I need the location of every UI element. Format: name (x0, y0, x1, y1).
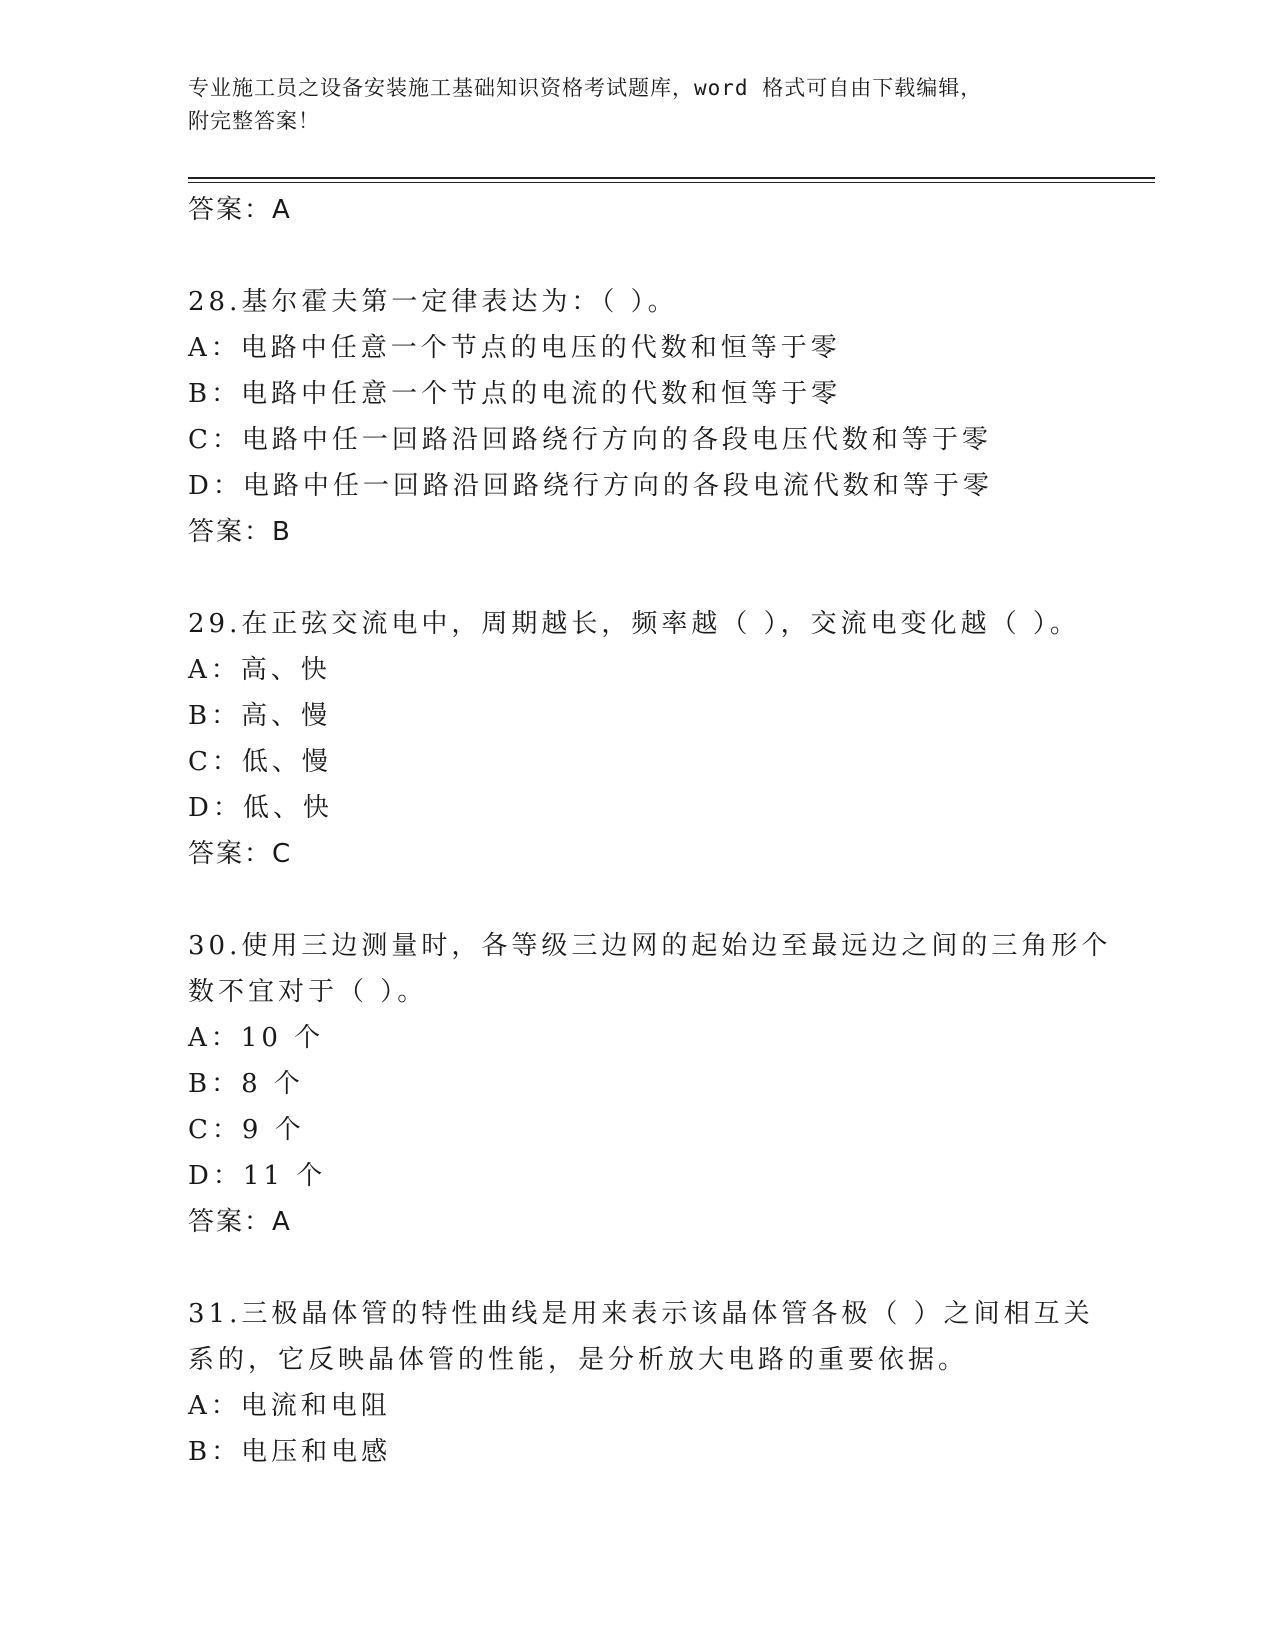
answer-prev: 答案：A (188, 195, 292, 225)
option-d: D：低、快 (188, 793, 333, 823)
question-31 (188, 1291, 1094, 1475)
option-a: A：高、快 (188, 655, 331, 685)
option-b: B：电路中任意一个节点的电流的代数和恒等于零 (188, 379, 842, 409)
spacer (188, 555, 1088, 601)
question-stem-line-2: 系的，它反映晶体管的性能，是分析放大电路的重要依据。 (188, 1345, 969, 1375)
question-stem-line-1: 30.使用三边测量时，各等级三边网的起始边至最远边之间的三角形个 (188, 931, 1112, 961)
option-b: B：8 个 (188, 1069, 304, 1099)
question-stem-line-1: 31.三极晶体管的特性曲线是用来表示该晶体管各极（ ）之间相互关 (188, 1299, 1094, 1329)
question-29 (188, 601, 1088, 877)
option-b: B：高、慢 (188, 701, 332, 731)
option-c: C：电路中任一回路沿回路绕行方向的各段电压代数和等于零 (188, 425, 992, 455)
option-a: A：电路中任意一个节点的电压的代数和恒等于零 (188, 333, 841, 363)
question-30 (188, 923, 1112, 1245)
spacer (188, 1245, 1088, 1291)
option-d: D：11 个 (188, 1161, 327, 1191)
spacer (188, 877, 1088, 923)
question-stem: 28.基尔霍夫第一定律表达为：（ ）。 (188, 287, 678, 317)
option-a: A：电流和电阻 (188, 1391, 391, 1421)
option-c: C：低、慢 (188, 747, 332, 777)
answer: 答案：B (188, 517, 292, 547)
option-d: D：电路中任一回路沿回路绕行方向的各段电流代数和等于零 (188, 471, 993, 501)
option-c: C：9 个 (188, 1115, 305, 1145)
option-b: B：电压和电感 (188, 1437, 392, 1467)
answer: 答案：A (188, 1207, 292, 1237)
question-stem-line-2: 数不宜对于（ ）。 (188, 977, 428, 1007)
header-divider-thick (188, 177, 1155, 179)
question-content (188, 187, 1112, 1475)
header-divider-thin (188, 182, 1155, 183)
answer: 答案：C (188, 839, 293, 869)
document-header (188, 72, 1068, 138)
header-line-2: 附完整答案！ (188, 109, 320, 133)
spacer (188, 233, 1088, 279)
question-stem: 29.在正弦交流电中，周期越长，频率越（ ），交流电变化越（ ）。 (188, 609, 1080, 639)
header-line-1: 专业施工员之设备安装施工基础知识资格考试题库，word 格式可自由下载编辑， (188, 76, 983, 100)
option-a: A：10 个 (188, 1023, 325, 1053)
question-28 (188, 279, 1088, 555)
